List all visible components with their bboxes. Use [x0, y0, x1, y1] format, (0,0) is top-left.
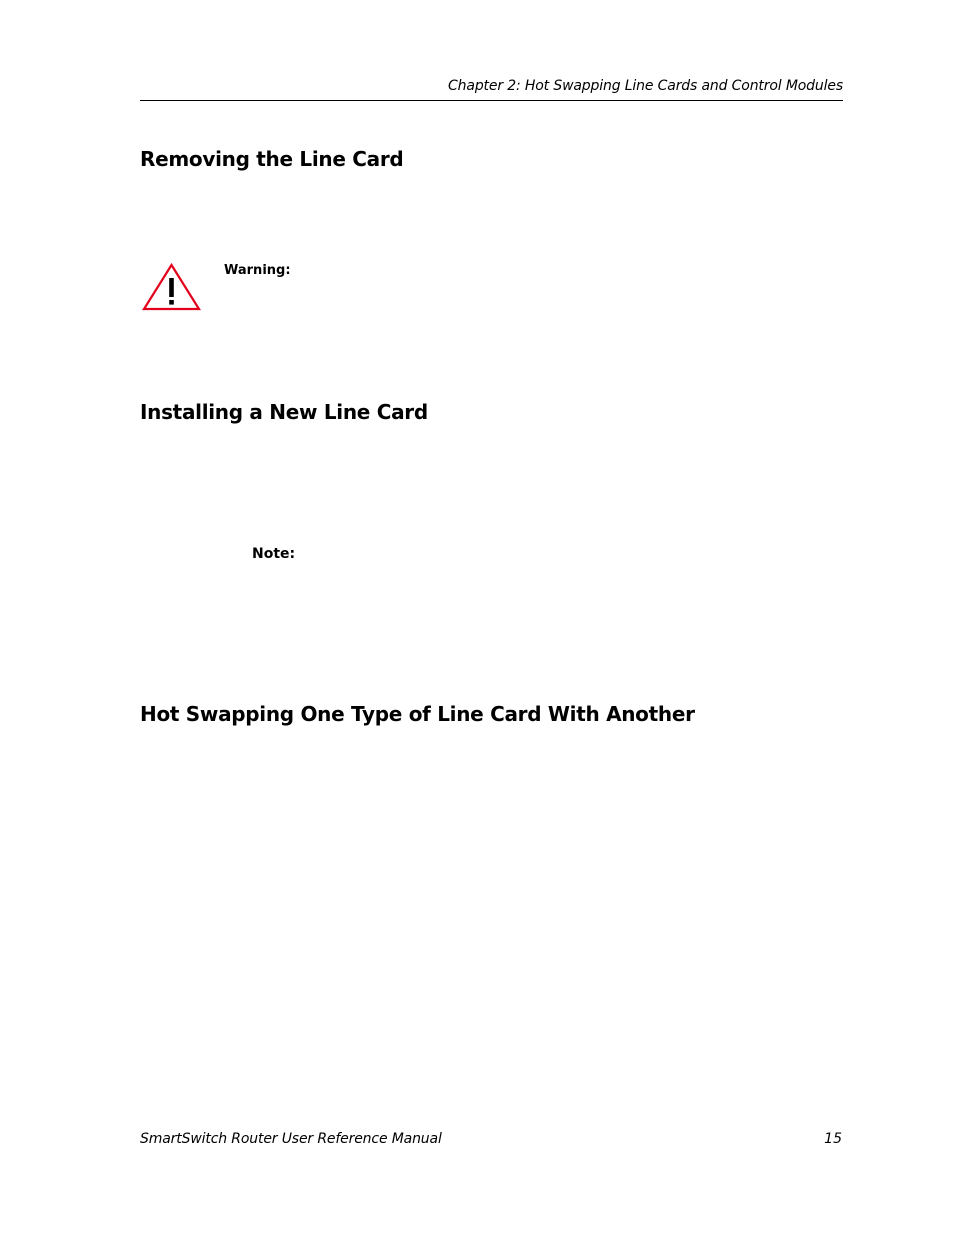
running-header: Chapter 2: Hot Swapping Line Cards and Control Modules	[448, 78, 843, 94]
page-number: 15	[824, 1131, 842, 1147]
section-heading-installing-new-line-card: Installing a New Line Card	[140, 400, 428, 424]
warning-label: Warning:	[224, 263, 291, 278]
running-footer: SmartSwitch Router User Reference Manual	[140, 1131, 442, 1147]
section-heading-removing-line-card: Removing the Line Card	[140, 147, 404, 171]
header-rule	[140, 100, 843, 101]
warning-triangle-icon	[142, 263, 201, 311]
section-heading-hot-swapping-line-card-types: Hot Swapping One Type of Line Card With Another	[140, 702, 695, 726]
note-label: Note:	[252, 546, 296, 562]
